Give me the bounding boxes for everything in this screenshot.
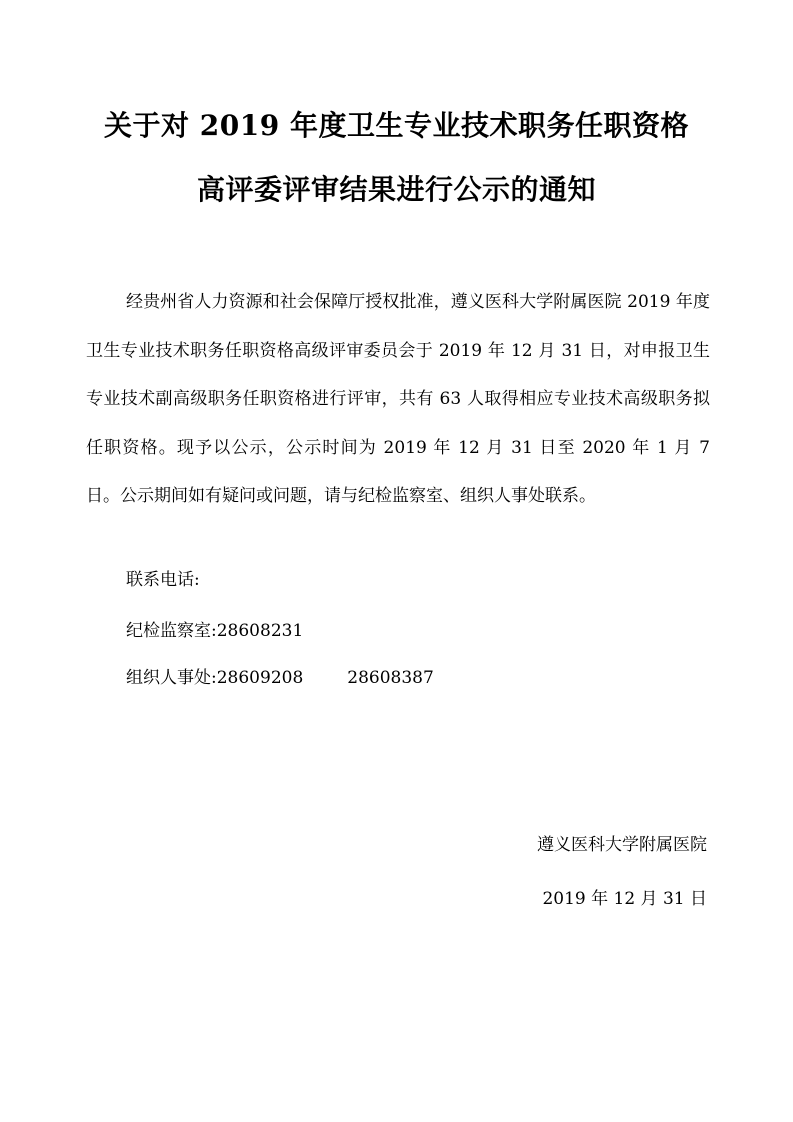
signature-date: 2019 年 12 月 31 日 [542, 889, 707, 909]
personnel-office-phone-1: 28609208 [216, 668, 304, 688]
discipline-office-label: 纪检监察室: [126, 621, 217, 641]
personnel-office-phone-2: 28608387 [347, 668, 434, 688]
document-title-line-1: 关于对 2019 年度卫生专业技术职务任职资格 [104, 109, 689, 142]
discipline-office-phone: 28608231 [216, 621, 304, 641]
contact-heading: 联系电话: [126, 570, 200, 590]
signature-organization: 遵义医科大学附属医院 [537, 835, 707, 855]
document-title-line-2: 高评委评审结果进行公示的通知 [196, 173, 596, 206]
notice-body-paragraph: 经贵州省人力资源和社会保障厅授权批准，遵义医科大学附属医院 2019 年度卫生专业技术职务任职资格高级评审委员会于 2019 年 12 月 31 日，对申报卫生专业技术副高级职务任职资格进行评审，共有 63 人取得相应专业技术高级职务拟任职资格。现予以公示，公示时间为 2019 年 12 月 31 日至 2020 年 1 月 7 日。公示期间如有疑问或问题，请与纪检监察室、组织人事处联系。 [86, 292, 710, 506]
contact-row-personnel-office [126, 665, 434, 691]
personnel-office-label: 组织人事处: [126, 668, 217, 688]
contact-row-discipline-office [126, 618, 303, 644]
